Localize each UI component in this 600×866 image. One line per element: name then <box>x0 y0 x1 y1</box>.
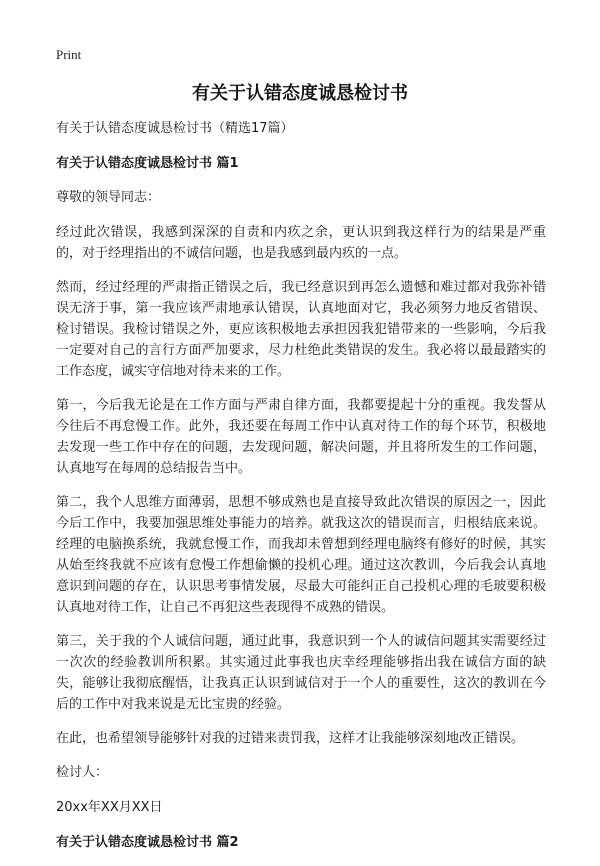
paragraph: 第三，关于我的个人诚信问题，通过此事，我意识到一个人的诚信问题其实需要经过一次次的经验教训所积累。其实通过此事我也庆幸经理能够指出我在诚信方面的缺失，能够让我彻底醒悟，让我真正认识到诚信对于一个人的重要性，这次的教训在今后的工作中对我来说是无比宝贵的经验。 <box>56 634 546 712</box>
page-title: 有关于认错态度诚恳检讨书 <box>192 83 408 104</box>
greeting: 尊敬的领导同志： <box>56 190 161 205</box>
section-heading: 有关于认错态度诚恳检讨书 篇2 <box>56 835 239 850</box>
section-heading: 有关于认错态度诚恳检讨书 篇1 <box>56 156 239 171</box>
paragraph: 然而，经过经理的严肃指正错误之后，我已经意识到再怎么遗憾和难过都对我弥补错误无济于事，第一我应该严肃地承认错误，认真地面对它，我必须努力地反省错误、检讨错误。我检讨错误之外，更应该积极地去承担因我犯错带来的一些影响，今后我一定要对自己的言行方面严加要求，尽力杜绝此类错误的发生。我必将以最最踏实的工作态度，诚实守信地对待未来的工作。 <box>56 280 546 379</box>
document-subtitle: 有关于认错态度诚恳检讨书（精选17篇） <box>56 121 294 136</box>
signature-label: 检讨人： <box>56 765 109 780</box>
date-line: 20xx年XX月XX日 <box>56 800 163 815</box>
document-body <box>56 118 546 866</box>
paragraph: 经过此次错误，我感到深深的自责和内疚之余，更认识到我这样行为的结果是严重的，对于经理指出的不诚信问题，也是我感到最内疚的一点。 <box>56 225 546 261</box>
paragraph: 第一，今后我无论是在工作方面与严肃自律方面，我都要提起十分的重视。我发誓从今往后不再怠慢工作。此外，我还要在每周工作中认真对待工作的每个环节，积极地去发现一些工作中存在的问题，去发现问题，解决问题，并且将所发生的工作问题，认真地写在每周的总结报告当中。 <box>56 398 546 476</box>
paragraph: 第二，我个人思维方面薄弱，思想不够成熟也是直接导致此次错误的原因之一，因此今后工作中，我要加强思维处事能力的培养。就我这次的错误而言，归根结底来说。经理的电脑换系统，我就怠慢工作，而我却未曾想到经理电脑终有修好的时候，其实从始至终我就不应该有怠慢工作想偷懒的投机心理。通过这次教训，今后我会认真地意识到问题的存在，认识思考事情发展，尽最大可能纠正自己投机心理的毛玻要积极认真地对待工作，让自己不再犯这些表现得不成熟的错误。 <box>56 495 546 615</box>
paragraph: 在此，也希望领导能够针对我的过错来责罚我，这样才让我能够深刻地改正错误。 <box>56 731 525 746</box>
print-link[interactable]: Print <box>56 47 82 62</box>
